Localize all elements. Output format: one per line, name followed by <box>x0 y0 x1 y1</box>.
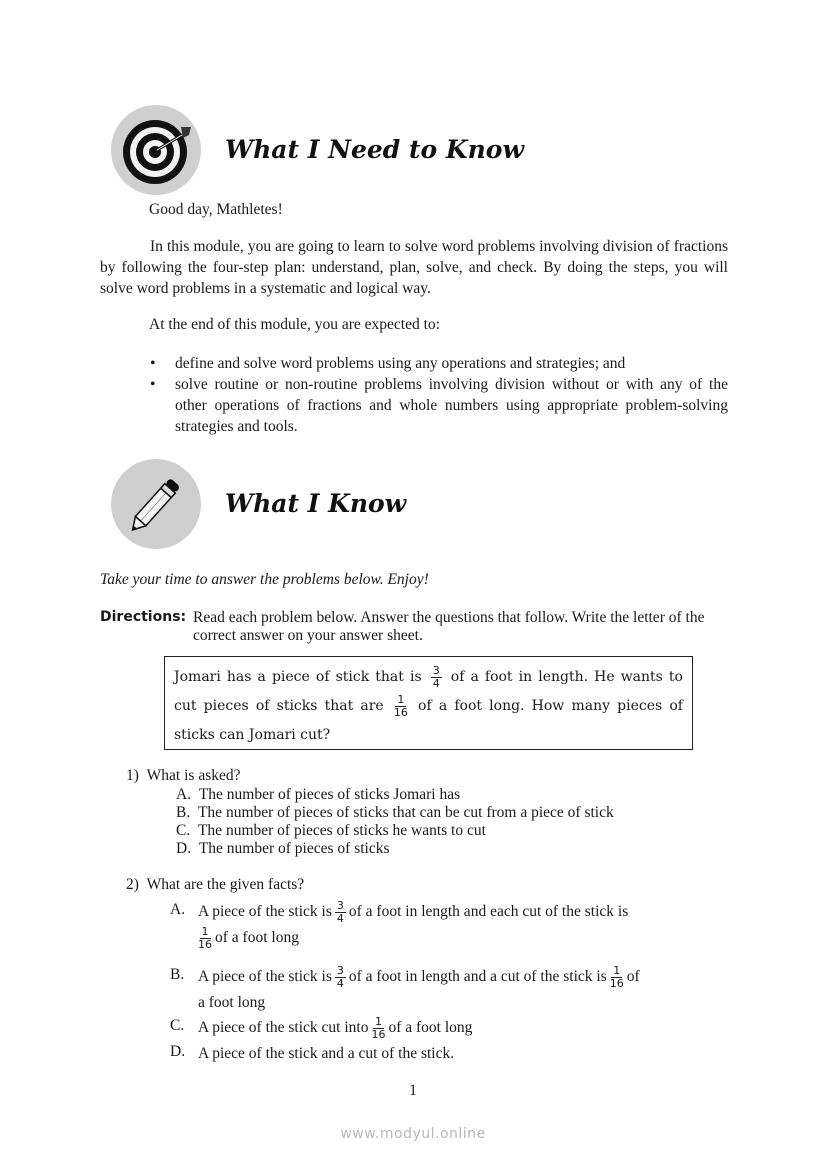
q1-option-c[interactable]: C. The number of pieces of sticks he wants to cut <box>176 822 486 839</box>
directions-label: Directions: <box>100 609 187 625</box>
page-number: 1 <box>409 1082 417 1099</box>
instruction-text: Take your time to answer the problems below. Enjoy! <box>100 571 429 588</box>
watermark: www.modyul.online <box>340 1126 486 1142</box>
bullet-icon: • <box>150 376 156 393</box>
objective-item: • define and solve word problems using any operations and strategies; and <box>150 355 626 372</box>
objectives-list <box>148 353 728 437</box>
bullet-icon: • <box>150 355 156 372</box>
pencil-icon <box>111 459 201 549</box>
section-title-what-i-know: What I Know <box>225 489 407 518</box>
problem-text: Jomari has a piece of stick that is $\frac{3}{4}$ of a foot in length. He wants to cut pieces of sticks that are $\frac{1}{16}$ of a foot long. How many pieces of sticks can Jomari cut? <box>174 663 683 743</box>
greeting: Good day, Mathletes! <box>149 201 283 218</box>
q1-option-a[interactable]: A. The number of pieces of sticks Jomari has <box>176 786 461 803</box>
target-icon <box>111 105 201 195</box>
fraction: $\frac{3}{4}$ <box>432 663 440 690</box>
objective-item: • solve routine or non-routine problems involving division without or with any of the other operations of fractions and whole numbers using appropriate problem-solving strategies and tools. <box>150 376 728 435</box>
q1-option-b[interactable]: B. The number of pieces of sticks that can be cut from a piece of stick <box>176 804 614 821</box>
intro-paragraph: In this module, you are going to learn to solve word problems involving division of fractions by following the four-step plan: understand, plan, solve, and check. By doing the steps, you will solve word problems in a systematic and logical way. <box>100 238 728 297</box>
fraction: $\frac{1}{16}$ <box>609 963 624 990</box>
expectations-lead: At the end of this module, you are expected to: <box>149 316 440 333</box>
directions-text: Read each problem below. Answer the questions that follow. Write the letter of the correct answer on your answer sheet. <box>193 609 705 644</box>
question-1: 1) What is asked? <box>126 767 241 784</box>
section-title-what-i-need-to-know: What I Need to Know <box>225 135 524 164</box>
fraction: $\frac{1}{16}$ <box>393 692 408 719</box>
question-2: 2) What are the given facts? <box>126 876 305 893</box>
q1-option-d[interactable]: D. The number of pieces of sticks <box>176 840 390 857</box>
fraction: $\frac{1}{16}$ <box>198 924 212 951</box>
fraction: $\frac{3}{4}$ <box>336 963 344 990</box>
fraction: $\frac{3}{4}$ <box>336 898 344 925</box>
problem-box <box>164 656 693 750</box>
fraction: $\frac{1}{16}$ <box>371 1014 386 1041</box>
